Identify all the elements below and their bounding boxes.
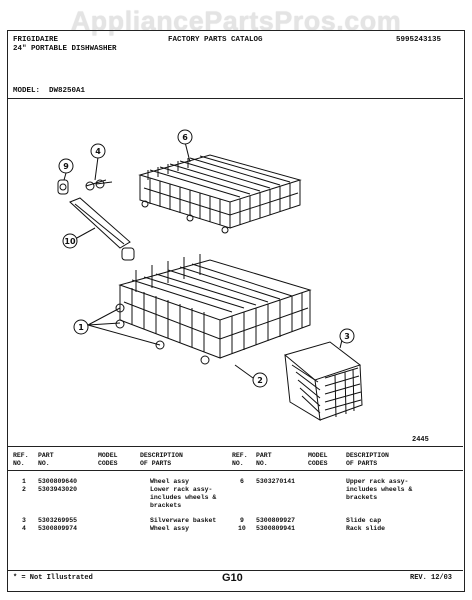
wheel-assy-illustration [58,180,68,194]
row-desc: Slide cap [346,517,382,524]
upper-rack-illustration [140,155,300,233]
wheel-assembly-illustration [86,180,112,190]
header-rule [8,470,463,471]
lower-rack-illustration [116,254,310,364]
row-ref: 10 [238,525,246,532]
callout-3: 3 [344,332,350,341]
row-ref: 4 [22,525,26,532]
model-number: DW8250A1 [49,87,86,95]
watermark: AppliancePartsPros.com [70,6,402,36]
row-desc: Lower rack assy- includes wheels & brackets [150,486,217,509]
row-part: 5300809927 [256,517,296,524]
exploded-view-diagram [40,120,400,430]
brand-name: FRIGIDAIRE [13,36,59,44]
col-part-no: PART NO. [38,452,54,467]
col-description-2: DESCRIPTION OF PARTS [346,452,389,467]
divider [8,98,463,99]
col-part-no-2: PART NO. [256,452,272,467]
row-ref: 2 [22,486,26,493]
row-desc: Wheel assy [150,525,190,532]
row-desc: Wheel assy [150,478,190,485]
revision: REV. 12/03 [410,574,453,582]
row-desc: Rack slide [346,525,386,532]
callout-2: 2 [257,376,263,385]
row-desc: Upper rack assy- includes wheels & brackets [346,478,413,501]
table-top-rule [8,446,463,447]
col-description: DESCRIPTION OF PARTS [140,452,183,467]
footnote: * = Not Illustrated [13,574,93,582]
col-model-codes-2: MODEL CODES [308,452,328,467]
footer-rule [8,570,463,571]
callout-9: 9 [63,162,69,171]
model-label: MODEL: [13,87,41,95]
row-desc: Silverware basket [150,517,217,524]
model-line [13,87,85,95]
callout-6: 6 [182,133,188,142]
catalog-number: 5995243135 [396,36,442,44]
callout-1: 1 [78,323,84,332]
col-model-codes: MODEL CODES [98,452,118,467]
diagram-code: 2445 [412,436,429,444]
row-part: 5300809974 [38,525,78,532]
col-ref-no-2: REF. NO. [232,452,248,467]
page-number: G10 [222,572,243,584]
row-ref: 6 [240,478,244,485]
row-ref: 1 [22,478,26,485]
callout-10: 10 [64,237,76,246]
row-ref: 3 [22,517,26,524]
rack-slide-illustration [70,198,134,260]
row-part: 5303270141 [256,478,296,485]
col-ref-no: REF. NO. [13,452,29,467]
row-part: 5303269955 [38,517,78,524]
row-part: 5300809941 [256,525,296,532]
product-title: 24" PORTABLE DISHWASHER [13,45,117,53]
row-part: 5300809640 [38,478,78,485]
silverware-basket-illustration [285,342,362,420]
callout-4: 4 [95,147,101,156]
row-ref: 9 [240,517,244,524]
catalog-title: FACTORY PARTS CATALOG [168,36,263,44]
row-part: 5303943020 [38,486,78,493]
